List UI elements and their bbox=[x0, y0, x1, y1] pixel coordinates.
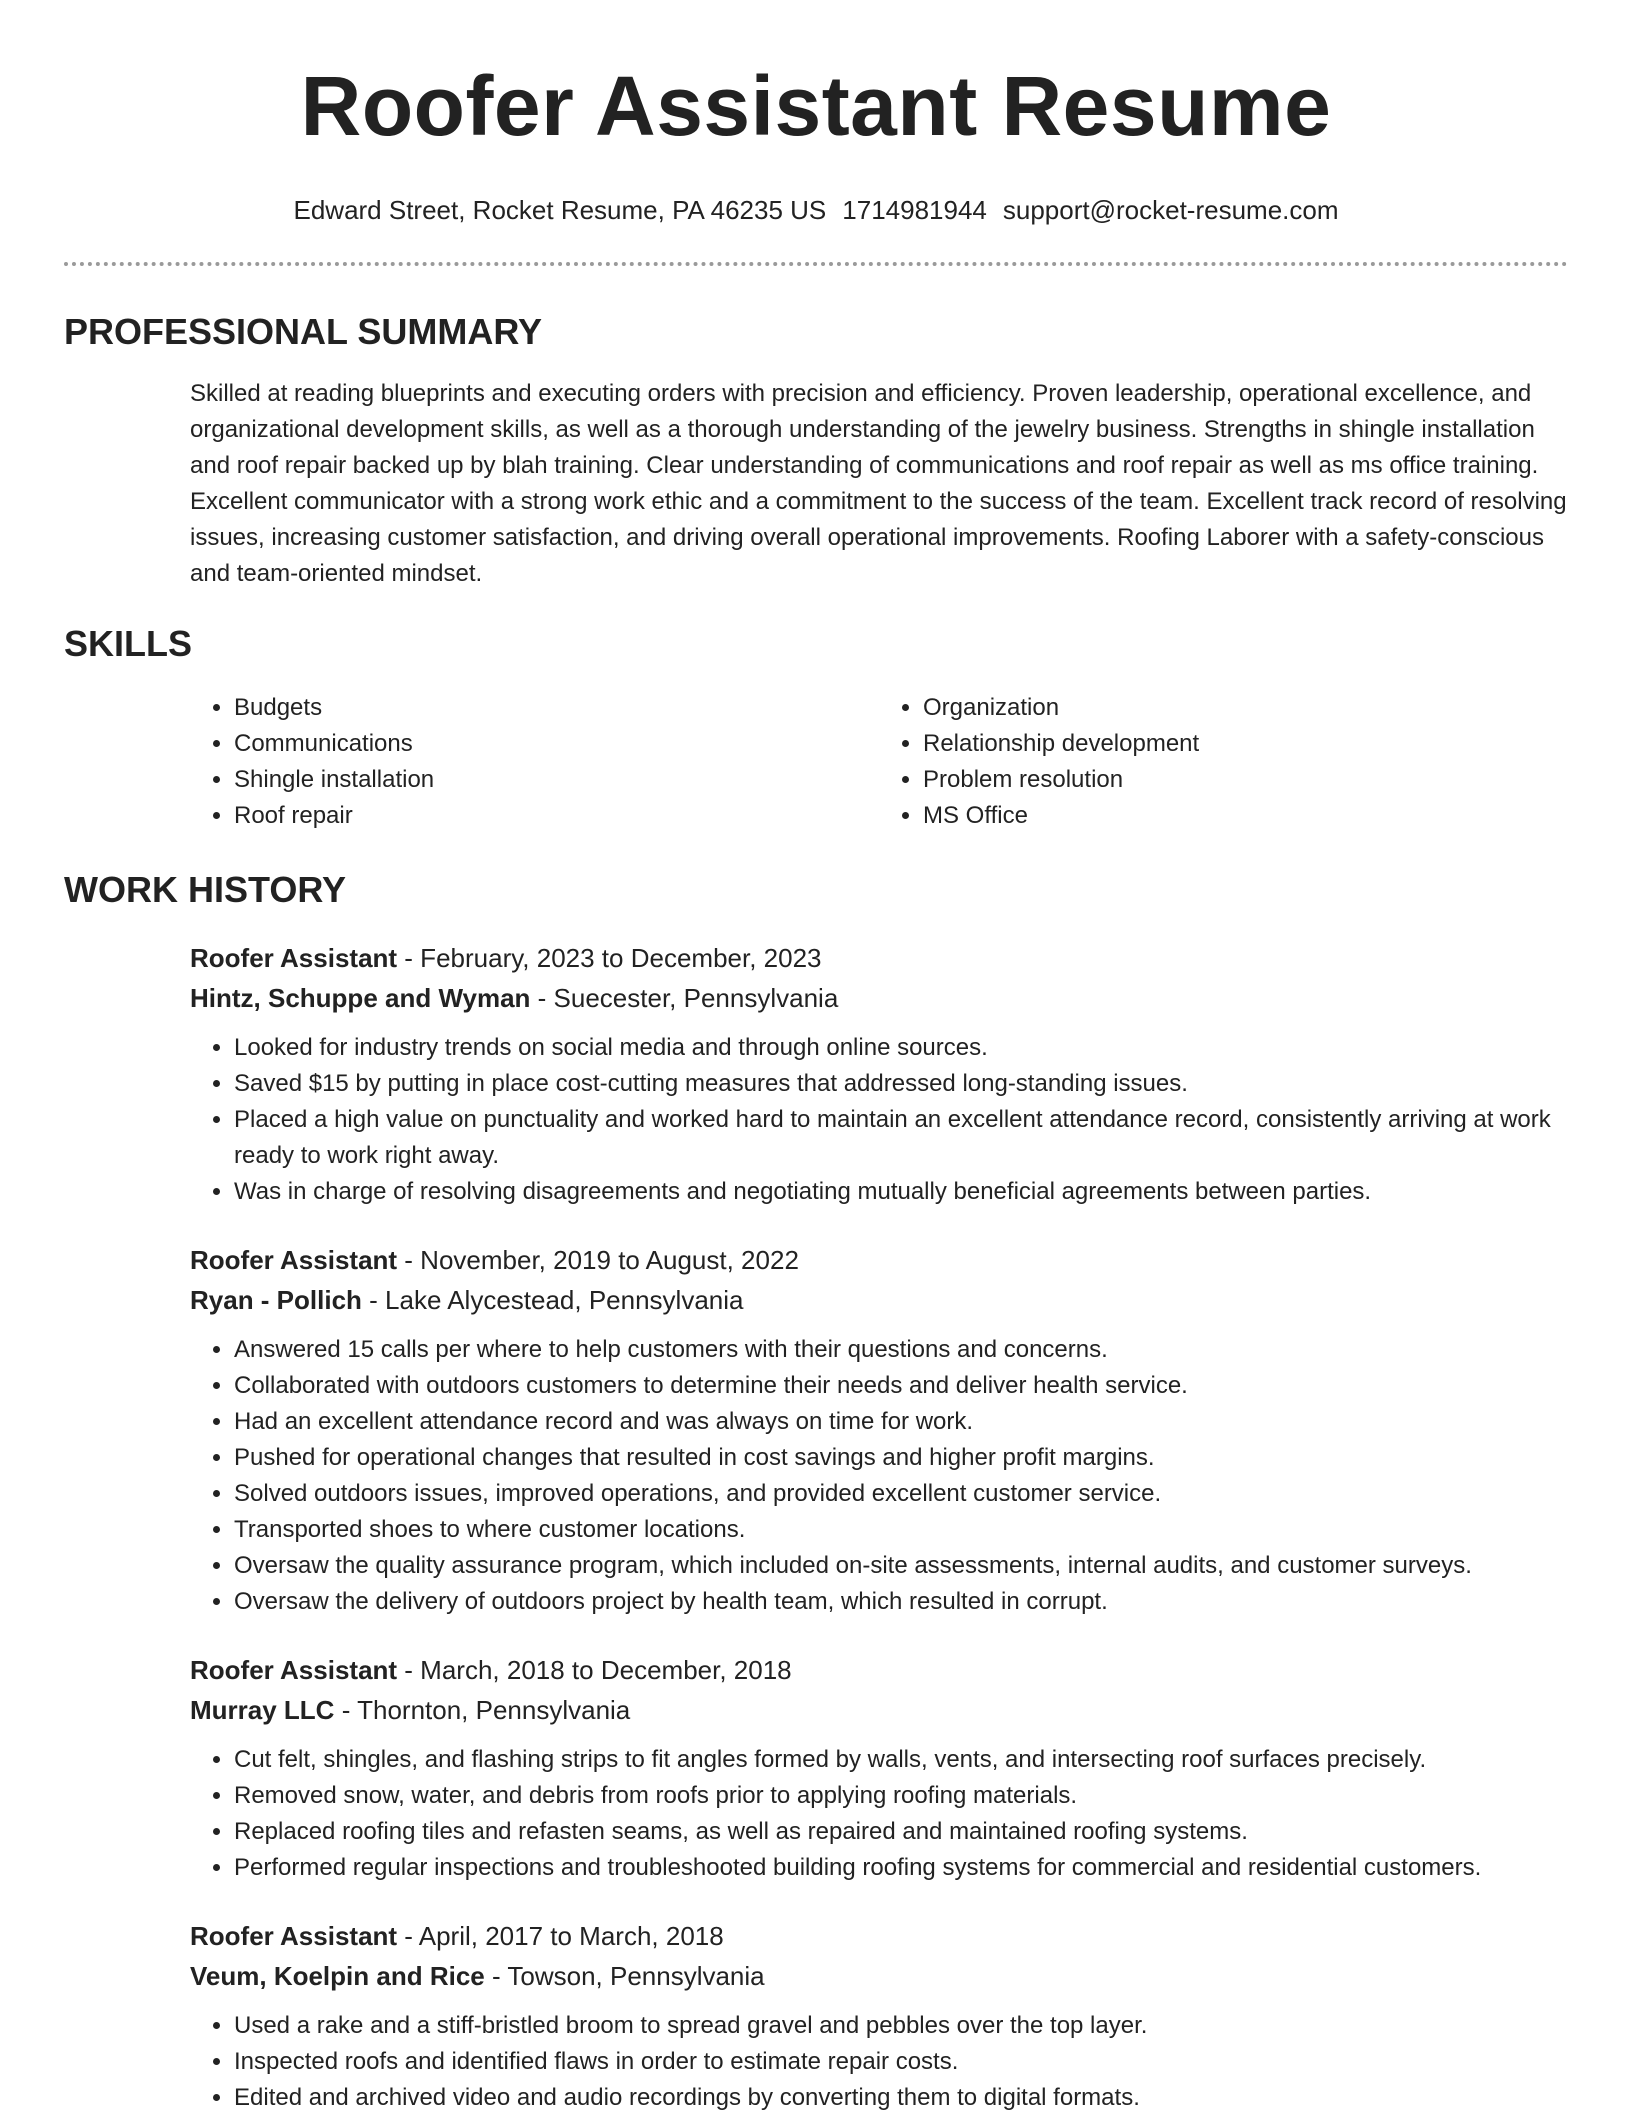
work-history-section bbox=[64, 868, 1568, 2116]
skills-section bbox=[64, 622, 1568, 834]
job-bullet: • Replaced roofing tiles and refasten seams, as well as repaired and maintained roofing systems. bbox=[234, 1814, 1568, 1850]
job-bullet-list bbox=[190, 2008, 1568, 2116]
job-bullet: • Oversaw the quality assurance program, which included on-site assessments, internal audits, and customer surveys. bbox=[234, 1548, 1568, 1584]
job-company-line bbox=[190, 1690, 1568, 1730]
skills-heading: SKILLS bbox=[64, 623, 193, 664]
job-bullet: • Placed a high value on punctuality and worked hard to maintain an excellent attendance record, consistently arriving at work ready to work right away. bbox=[234, 1102, 1568, 1174]
job-location: - Thornton, Pennsylvania bbox=[334, 1695, 631, 1725]
contact-info bbox=[64, 192, 1568, 228]
job-company: Hintz, Schuppe and Wyman bbox=[190, 983, 531, 1013]
job-bullet-list bbox=[190, 1742, 1568, 1886]
job-dates: - February, 2023 to December, 2023 bbox=[397, 943, 822, 973]
job-bullet: • Answered 15 calls per where to help customers with their questions and concerns. bbox=[234, 1332, 1568, 1368]
job-bullet: • Looked for industry trends on social media and through online sources. bbox=[234, 1030, 1568, 1066]
skill-item: • Problem resolution bbox=[923, 762, 1568, 798]
job-bullet-list bbox=[190, 1030, 1568, 1210]
summary-section bbox=[64, 310, 1568, 592]
skill-item: • Roof repair bbox=[234, 798, 879, 834]
skill-item: • Shingle installation bbox=[234, 762, 879, 798]
summary-text: Skilled at reading blueprints and executing orders with precision and efficiency. Proven leadership, operational excellence, and organizational development skills, as well as a thorough understanding of the jewelry business. Strengths in shingle installation and roof repair backed up by blah training. Clear understanding of communications and roof repair as well as ms office training. Excellent communicator with a strong work ethic and a commitment to the success of the team. Excellent track record of resolving issues, increasing customer satisfaction, and driving overall operational improvements. Roofing Laborer with a safety-conscious and team-oriented mindset. bbox=[190, 380, 1567, 587]
job-bullet: • Used a rake and a stiff-bristled broom to spread gravel and pebbles over the top layer. bbox=[234, 2008, 1568, 2044]
skills-grid bbox=[190, 690, 1568, 834]
work-history-heading: WORK HISTORY bbox=[64, 869, 347, 910]
job-bullet: • Collaborated with outdoors customers to determine their needs and deliver health service. bbox=[234, 1368, 1568, 1404]
job-entry bbox=[190, 1916, 1568, 2116]
skills-column-right bbox=[879, 690, 1568, 834]
job-entry bbox=[190, 938, 1568, 1210]
job-title-line bbox=[190, 1650, 1568, 1690]
job-bullet-list bbox=[190, 1332, 1568, 1620]
page-title: Roofer Assistant Resume bbox=[300, 59, 1332, 153]
job-title-line bbox=[190, 1240, 1568, 1280]
job-title: Roofer Assistant bbox=[190, 1245, 398, 1275]
job-bullet: • Edited and archived video and audio recordings by converting them to digital formats. bbox=[234, 2080, 1568, 2116]
job-title: Roofer Assistant bbox=[190, 943, 398, 973]
skill-item: • Organization bbox=[923, 690, 1568, 726]
skill-item: • Communications bbox=[234, 726, 879, 762]
job-entry bbox=[190, 1650, 1568, 1886]
job-location: - Towson, Pennsylvania bbox=[484, 1961, 765, 1991]
job-location: - Suecester, Pennsylvania bbox=[530, 983, 839, 1013]
job-company: Ryan - Pollich bbox=[190, 1285, 362, 1315]
skill-item: • Budgets bbox=[234, 690, 879, 726]
job-location: - Lake Alycestead, Pennsylvania bbox=[361, 1285, 744, 1315]
job-bullet: • Saved $15 by putting in place cost-cutting measures that addressed long-standing issues. bbox=[234, 1066, 1568, 1102]
skill-item: • Relationship development bbox=[923, 726, 1568, 762]
job-company-line bbox=[190, 1280, 1568, 1320]
job-company-line bbox=[190, 978, 1568, 1018]
job-company: Murray LLC bbox=[190, 1695, 335, 1725]
job-company-line bbox=[190, 1956, 1568, 1996]
job-title: Roofer Assistant bbox=[190, 1655, 398, 1685]
job-title-line bbox=[190, 938, 1568, 978]
skill-item: • MS Office bbox=[923, 798, 1568, 834]
job-bullet: • Performed regular inspections and troubleshooted building roofing systems for commercial and residential customers. bbox=[234, 1850, 1568, 1886]
skills-column-left bbox=[190, 690, 879, 834]
contact-phone: 1714981944 bbox=[842, 195, 987, 225]
job-bullet: • Transported shoes to where customer locations. bbox=[234, 1512, 1568, 1548]
job-bullet: • Cut felt, shingles, and flashing strips to fit angles formed by walls, vents, and intersecting roof surfaces precisely. bbox=[234, 1742, 1568, 1778]
job-bullet: • Removed snow, water, and debris from roofs prior to applying roofing materials. bbox=[234, 1778, 1568, 1814]
job-bullet: • Was in charge of resolving disagreements and negotiating mutually beneficial agreements between parties. bbox=[234, 1174, 1568, 1210]
job-bullet: • Solved outdoors issues, improved operations, and provided excellent customer service. bbox=[234, 1476, 1568, 1512]
job-dates: - April, 2017 to March, 2018 bbox=[397, 1921, 724, 1951]
job-bullet: • Inspected roofs and identified flaws in order to estimate repair costs. bbox=[234, 2044, 1568, 2080]
job-bullet: • Had an excellent attendance record and was always on time for work. bbox=[234, 1404, 1568, 1440]
header-divider bbox=[64, 262, 1568, 266]
job-company: Veum, Koelpin and Rice bbox=[190, 1961, 485, 1991]
job-bullet: • Oversaw the delivery of outdoors project by health team, which resulted in corrupt. bbox=[234, 1584, 1568, 1620]
job-bullet: • Pushed for operational changes that resulted in cost savings and higher profit margins. bbox=[234, 1440, 1568, 1476]
contact-email: support@rocket-resume.com bbox=[1002, 195, 1339, 225]
job-dates: - November, 2019 to August, 2022 bbox=[397, 1245, 799, 1275]
job-title-line bbox=[190, 1916, 1568, 1956]
contact-address: Edward Street, Rocket Resume, PA 46235 US bbox=[293, 195, 827, 225]
job-dates: - March, 2018 to December, 2018 bbox=[397, 1655, 792, 1685]
summary-heading: PROFESSIONAL SUMMARY bbox=[64, 311, 543, 352]
job-title: Roofer Assistant bbox=[190, 1921, 398, 1951]
job-entry bbox=[190, 1240, 1568, 1620]
